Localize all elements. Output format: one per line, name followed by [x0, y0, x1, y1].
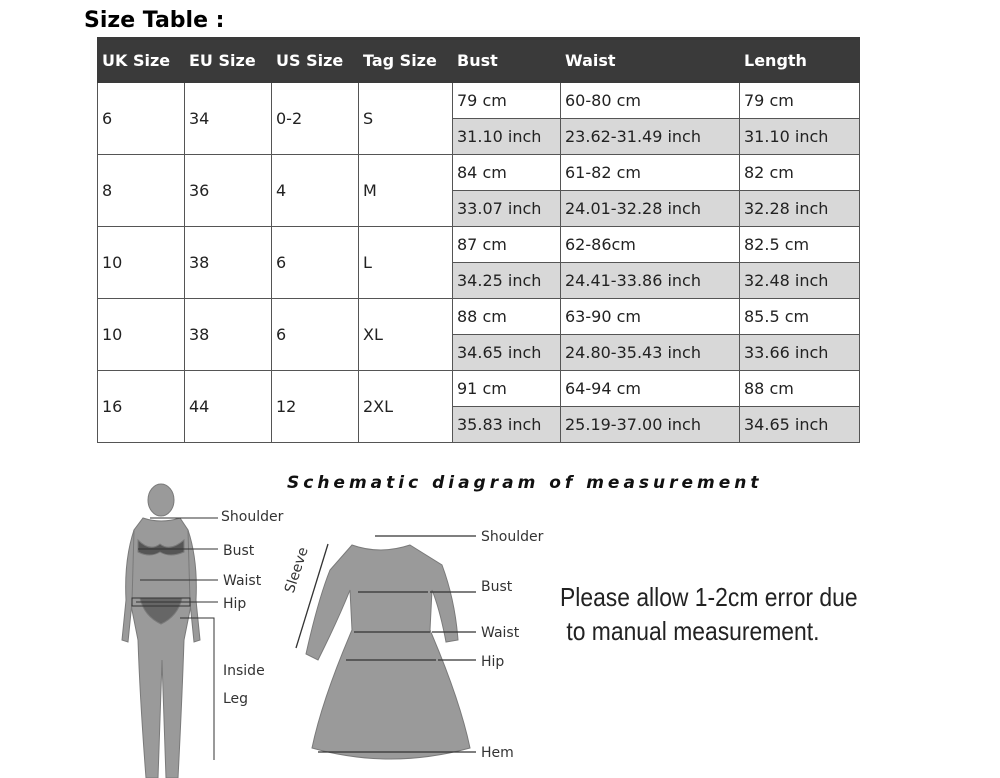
header-bust: Bust: [453, 38, 561, 83]
waist-cm-cell: 64-94 cm: [561, 371, 740, 407]
body-figure: [122, 484, 200, 778]
dress-sleeve-label: Sleeve: [282, 545, 312, 595]
header-waist: Waist: [561, 38, 740, 83]
waist-cm-cell: 60-80 cm: [561, 83, 740, 119]
body-bust-label: Bust: [223, 543, 255, 559]
measurement-note: [560, 580, 858, 648]
waist-cm-cell: 62-86cm: [561, 227, 740, 263]
header-length: Length: [740, 38, 860, 83]
tag-size-cell: 2XL: [359, 371, 453, 443]
us-size-cell: 6: [272, 299, 359, 371]
bust-cm-cell: 79 cm: [453, 83, 561, 119]
waist-inch-cell: 25.19-37.00 inch: [561, 407, 740, 443]
length-cm-cell: 88 cm: [740, 371, 860, 407]
uk-size-cell: 8: [98, 155, 185, 227]
waist-cm-cell: 61-82 cm: [561, 155, 740, 191]
uk-size-cell: 16: [98, 371, 185, 443]
diagram-heading: Schematic diagram of measurement: [287, 473, 763, 493]
uk-size-cell: 10: [98, 227, 185, 299]
header-uk-size: UK Size: [98, 38, 185, 83]
length-cm-cell: 82 cm: [740, 155, 860, 191]
us-size-cell: 12: [272, 371, 359, 443]
waist-inch-cell: 23.62-31.49 inch: [561, 119, 740, 155]
eu-size-cell: 34: [185, 83, 272, 155]
eu-size-cell: 36: [185, 155, 272, 227]
dress-hip-label: Hip: [481, 654, 505, 670]
bust-cm-cell: 84 cm: [453, 155, 561, 191]
tag-size-cell: M: [359, 155, 453, 227]
waist-inch-cell: 24.01-32.28 inch: [561, 191, 740, 227]
header-eu-size: EU Size: [185, 38, 272, 83]
header-tag-size: Tag Size: [359, 38, 453, 83]
length-inch-cell: 31.10 inch: [740, 119, 860, 155]
dress-hem-label: Hem: [481, 745, 514, 761]
note-line-1: Please allow 1-2cm error due: [560, 582, 858, 612]
eu-size-cell: 38: [185, 299, 272, 371]
bust-cm-cell: 91 cm: [453, 371, 561, 407]
length-inch-cell: 33.66 inch: [740, 335, 860, 371]
us-size-cell: 0-2: [272, 83, 359, 155]
bust-inch-cell: 34.65 inch: [453, 335, 561, 371]
eu-size-cell: 44: [185, 371, 272, 443]
uk-size-cell: 6: [98, 83, 185, 155]
dress-figure: [306, 545, 470, 759]
body-leg-label: Leg: [223, 691, 249, 707]
length-cm-cell: 79 cm: [740, 83, 860, 119]
body-shoulder-label: Shoulder: [221, 509, 284, 525]
size-table-title: Size Table :: [84, 8, 225, 33]
tag-size-cell: S: [359, 83, 453, 155]
dress-bust-label: Bust: [481, 579, 513, 595]
waist-inch-cell: 24.80-35.43 inch: [561, 335, 740, 371]
us-size-cell: 6: [272, 227, 359, 299]
length-cm-cell: 85.5 cm: [740, 299, 860, 335]
dress-waist-label: Waist: [481, 625, 520, 641]
length-cm-cell: 82.5 cm: [740, 227, 860, 263]
body-hip-label: Hip: [223, 596, 247, 612]
bust-cm-cell: 88 cm: [453, 299, 561, 335]
eu-size-cell: 38: [185, 227, 272, 299]
body-waist-label: Waist: [223, 573, 262, 589]
bust-cm-cell: 87 cm: [453, 227, 561, 263]
length-inch-cell: 32.28 inch: [740, 191, 860, 227]
us-size-cell: 4: [272, 155, 359, 227]
length-inch-cell: 32.48 inch: [740, 263, 860, 299]
header-us-size: US Size: [272, 38, 359, 83]
note-line-2: to manual measurement.: [560, 616, 820, 646]
body-inside-label: Inside: [223, 663, 265, 679]
uk-size-cell: 10: [98, 299, 185, 371]
tag-size-cell: XL: [359, 299, 453, 371]
bust-inch-cell: 31.10 inch: [453, 119, 561, 155]
bust-inch-cell: 34.25 inch: [453, 263, 561, 299]
bust-inch-cell: 33.07 inch: [453, 191, 561, 227]
length-inch-cell: 34.65 inch: [740, 407, 860, 443]
dress-shoulder-label: Shoulder: [481, 529, 544, 545]
bust-inch-cell: 35.83 inch: [453, 407, 561, 443]
tag-size-cell: L: [359, 227, 453, 299]
waist-cm-cell: 63-90 cm: [561, 299, 740, 335]
waist-inch-cell: 24.41-33.86 inch: [561, 263, 740, 299]
